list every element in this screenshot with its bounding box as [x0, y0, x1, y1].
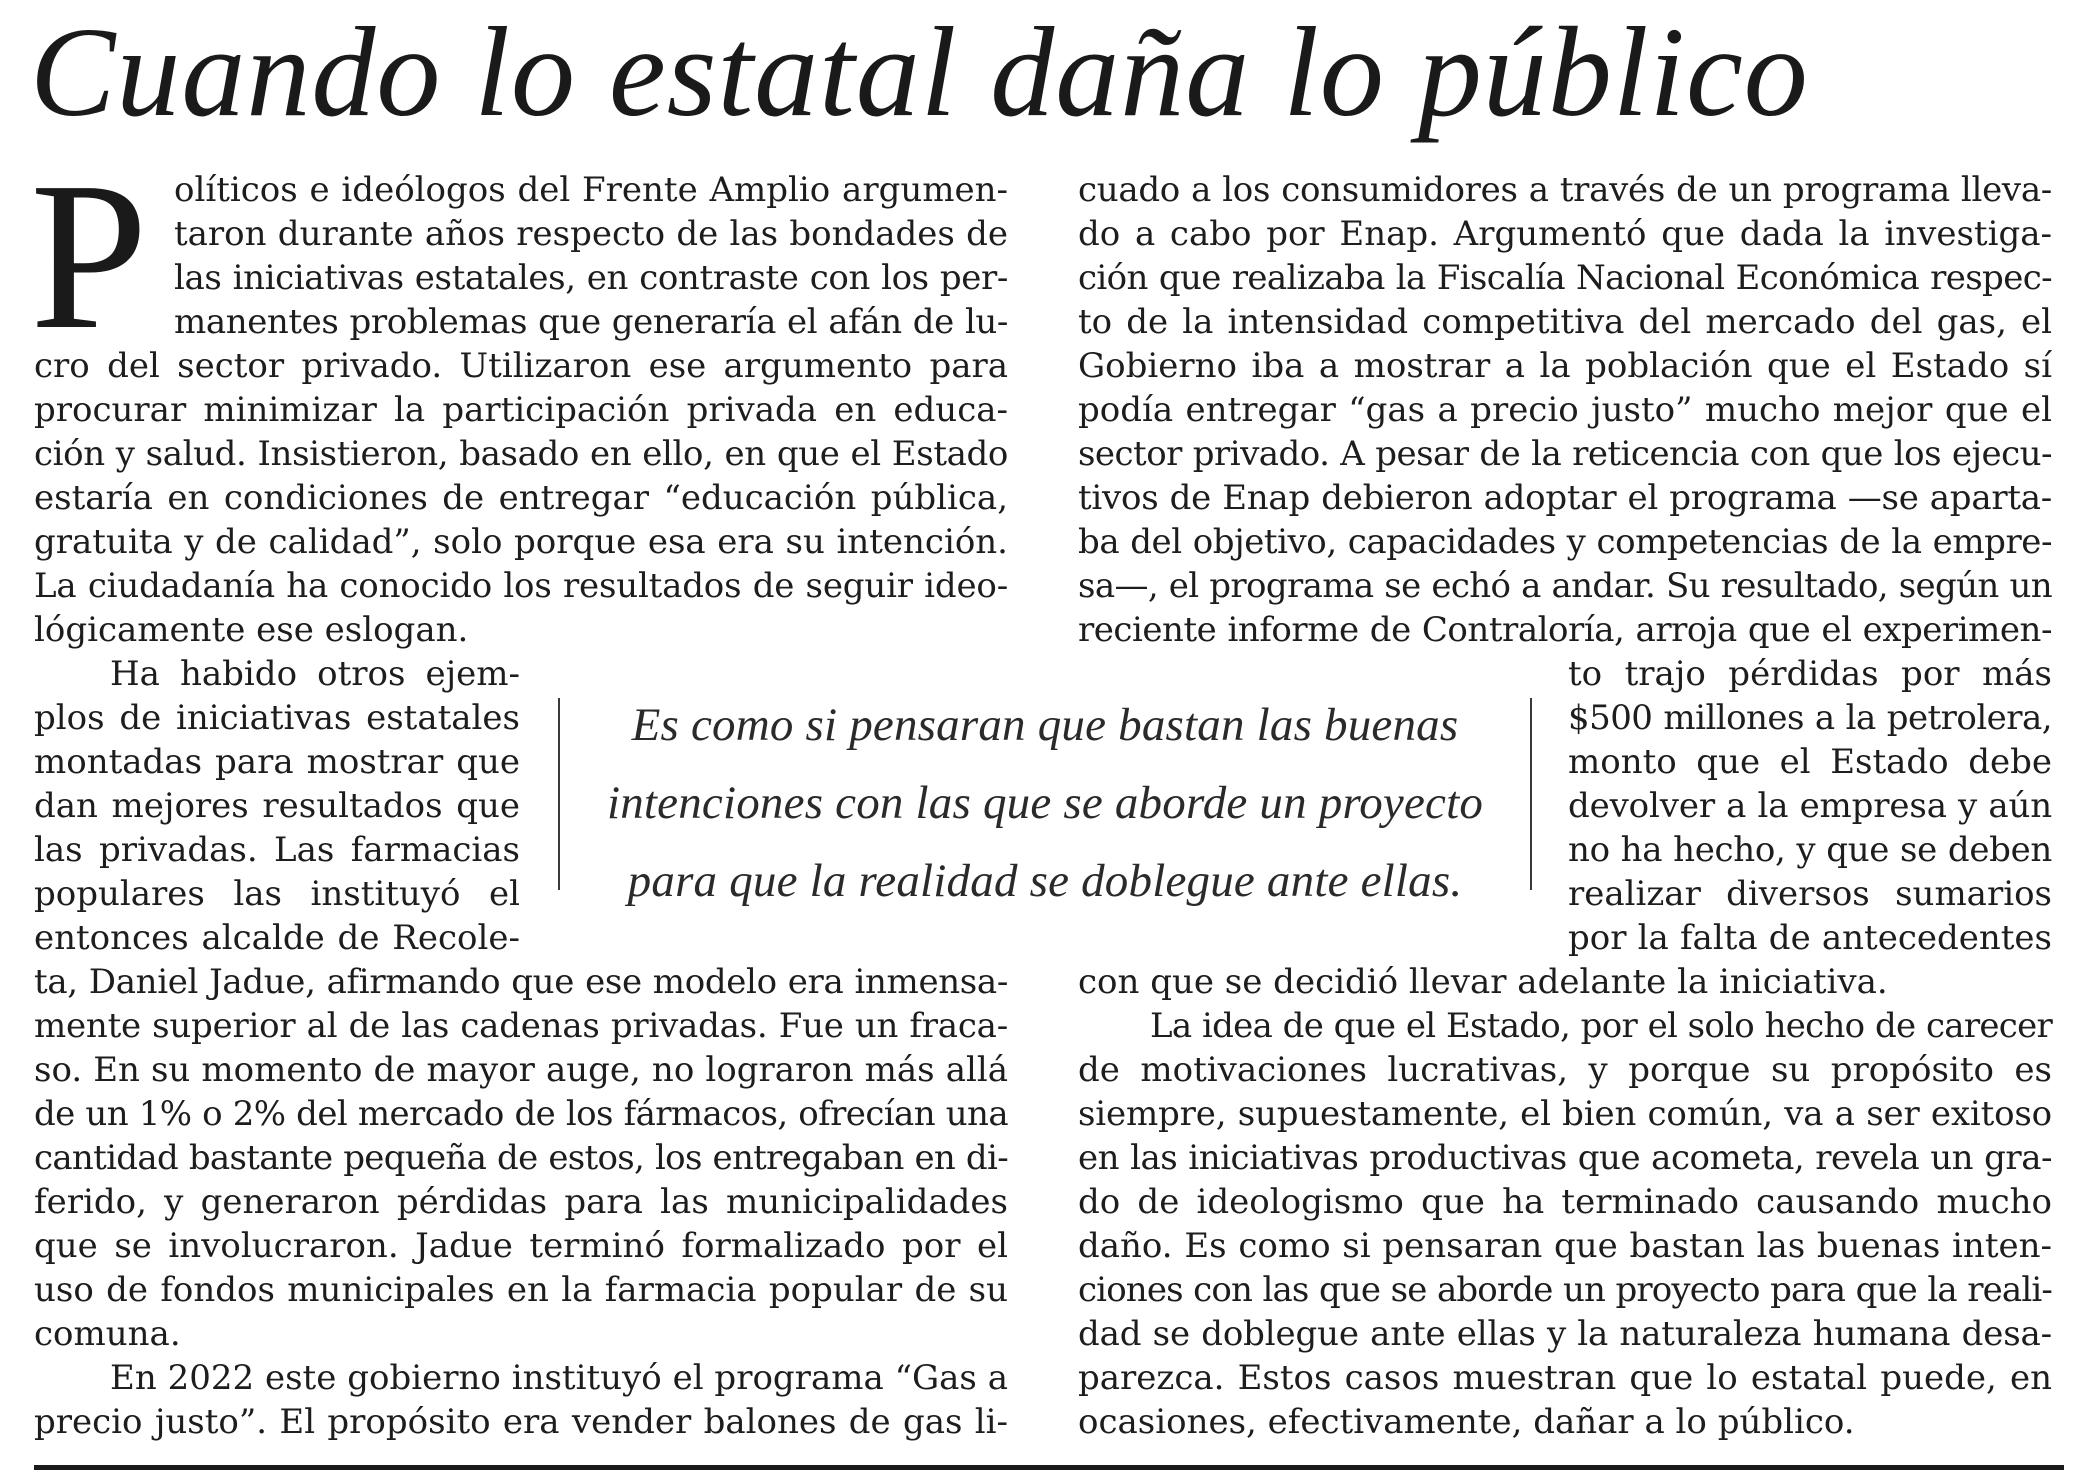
text-line: so. En su momento de mayor auge, no lograron más allá [34, 1050, 1008, 1090]
text-line: uso de fondos municipales en la farmacia popular de su [34, 1270, 1008, 1310]
text-line: ferido, y generaron pérdidas para las municipalidades [34, 1182, 1008, 1222]
text-line: ción que realizaba la Fiscalía Nacional Económica respec- [1078, 258, 2052, 298]
text-line: reciente informe de Contraloría, arroja que el experimen- [1078, 610, 2052, 650]
text-line: entonces alcalde de Recole- [34, 918, 520, 958]
text-line: las privadas. Las farmacias [34, 830, 520, 870]
text-line: do de ideologismo que ha terminado causando mucho [1078, 1182, 2052, 1222]
right-narrow-block [1568, 652, 2052, 960]
text-line: cantidad bastante pequeña de estos, los entregaban en di- [34, 1138, 1008, 1178]
text-line: cro del sector privado. Utilizaron ese argumento para [34, 346, 1008, 386]
text-line: precio justo”. El propósito era vender balones de gas li- [34, 1402, 1008, 1442]
text-line: La ciudadanía ha conocido los resultados de seguir ideo- [34, 566, 1008, 606]
text-line: que se involucraron. Jadue terminó formalizado por el [34, 1226, 1008, 1266]
article-headline: Cuando lo estatal daña lo público [30, 1, 1809, 143]
text-line: por la falta de antecedentes [1568, 918, 2052, 958]
text-line: de un 1% o 2% del mercado de los fármacos, ofrecían una [34, 1094, 1008, 1134]
text-line: $500 millones a la petrolera, [1568, 698, 2052, 738]
text-line: lógicamente ese eslogan. [34, 610, 469, 650]
text-line: ba del objetivo, capacidades y competencias de la empre- [1078, 522, 2052, 562]
text-line: las iniciativas estatales, en contraste con los per- [174, 258, 1008, 298]
left-lead-block [174, 168, 1008, 344]
left-paragraph-1 [34, 344, 1008, 652]
text-line: procurar minimizar la participación privada en educa- [34, 390, 1008, 430]
text-line: parezca. Estos casos muestran que lo estatal puede, en [1078, 1358, 2052, 1398]
text-line: olíticos e ideólogos del Frente Amplio argumen- [174, 170, 1008, 210]
text-line: ocasiones, efectivamente, dañar a lo público. [1078, 1402, 1855, 1442]
pull-quote-line: Es como si pensaran que bastan las buenas [631, 699, 1459, 751]
pull-quote [590, 686, 1500, 920]
text-line: mente superior al de las cadenas privadas. Fue un fraca- [34, 1006, 1008, 1046]
pull-quote-line: intenciones con las que se aborde un proyecto [606, 777, 1484, 829]
drop-cap: P [30, 138, 148, 373]
text-line: dan mejores resultados que [34, 786, 520, 826]
text-line: tivos de Enap debieron adoptar el programa —se aparta- [1078, 478, 2052, 518]
text-line: de motivaciones lucrativas, y porque su propósito es [1078, 1050, 2052, 1090]
text-line: montadas para mostrar que [34, 742, 520, 782]
pull-quote-rule-right [1530, 698, 1532, 890]
text-line: monto que el Estado debe [1568, 742, 2052, 782]
text-line: ciones con las que se aborde un proyecto para que la reali- [1078, 1270, 2052, 1310]
text-line: devolver a la empresa y aún [1568, 786, 2052, 826]
bottom-rule [34, 1465, 2064, 1470]
text-line: ta, Daniel Jadue, afirmando que ese modelo era inmensa- [34, 962, 1008, 1002]
right-paragraph-1 [1078, 168, 2052, 652]
pull-quote-rule-left [558, 698, 560, 890]
text-line: daño. Es como si pensaran que bastan las buenas inten- [1078, 1226, 2052, 1266]
text-line: con que se decidió llevar adelante la iniciativa. [1078, 962, 1888, 1002]
text-line: no ha hecho, y que se deben [1568, 830, 2052, 870]
text-line: taron durante años respecto de las bondades de [174, 214, 1008, 254]
text-line: comuna. [34, 1314, 181, 1354]
text-line: siempre, supuestamente, el bien común, va a ser exitoso [1078, 1094, 2052, 1134]
text-line: to de la intensidad competitiva del mercado del gas, el [1078, 302, 2052, 342]
text-line: manentes problemas que generaría el afán de lu- [174, 302, 1008, 342]
text-line: En 2022 este gobierno instituyó el programa “Gas a [110, 1358, 1008, 1398]
text-line: populares las instituyó el [34, 874, 520, 914]
text-line: La idea de que el Estado, por el solo hecho de carecer [1150, 1006, 2052, 1046]
text-line: Ha habido otros ejem- [110, 654, 520, 694]
text-line: realizar diversos sumarios [1568, 874, 2052, 914]
text-line: dad se doblegue ante ellas y la naturaleza humana desa- [1078, 1314, 2052, 1354]
text-line: plos de iniciativas estatales [34, 698, 520, 738]
text-line: to trajo pérdidas por más [1568, 654, 2052, 694]
text-line: estaría en condiciones de entregar “educación pública, [34, 478, 1008, 518]
text-line: gratuita y de calidad”, solo porque esa era su intención. [34, 522, 1008, 562]
right-paragraph-2 [1078, 960, 2052, 1444]
text-line: Gobierno iba a mostrar a la población que el Estado sí [1078, 346, 2052, 386]
text-line: en las iniciativas productivas que acometa, revela un gra- [1078, 1138, 2052, 1178]
text-line: cuado a los consumidores a través de un programa lleva- [1078, 170, 2052, 210]
text-line: sa—, el programa se echó a andar. Su resultado, según un [1078, 566, 2052, 606]
text-line: do a cabo por Enap. Argumentó que dada la investiga- [1078, 214, 2052, 254]
text-line: podía entregar “gas a precio justo” mucho mejor que el [1078, 390, 2052, 430]
left-paragraph-2 [34, 960, 1008, 1444]
text-line: ción y salud. Insistieron, basado en ello, en que el Estado [34, 434, 1008, 474]
pull-quote-line: para que la realidad se doblegue ante ellas. [627, 855, 1463, 907]
left-narrow-block [34, 652, 520, 960]
text-line: sector privado. A pesar de la reticencia con que los ejecu- [1078, 434, 2052, 474]
